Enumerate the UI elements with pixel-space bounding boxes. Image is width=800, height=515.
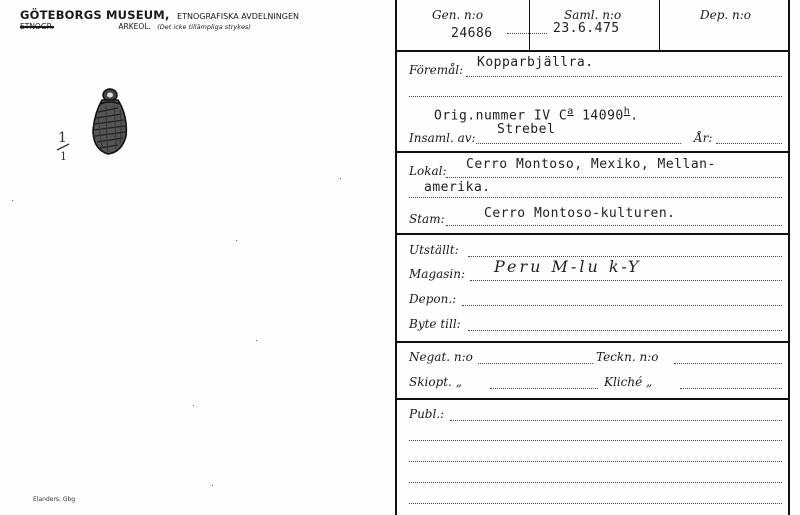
lokal-label: Lokal: — [409, 164, 447, 178]
depon-dotline — [462, 305, 782, 306]
foremal-dotline — [466, 76, 782, 77]
orig-number-value: 14090 — [582, 108, 624, 124]
byte-label: Byte till: — [409, 317, 461, 331]
strike-note: (Det icke tillämpliga strykes) — [157, 23, 251, 31]
gen-value: 24686 — [451, 26, 493, 41]
saml-label: Saml. n:o — [564, 8, 622, 22]
skiopt-dotline — [490, 388, 598, 389]
insaml-value: Strebel — [497, 122, 556, 137]
lokal-line-1: Cerro Montoso, Mexiko, Mellan- — [466, 157, 716, 172]
utstallt-label: Utställt: — [409, 243, 459, 257]
lokal-dotline-2 — [409, 197, 782, 198]
paper-speck — [212, 485, 213, 486]
paper-speck — [236, 240, 237, 241]
kliche-dotline — [680, 388, 782, 389]
paper-speck — [12, 200, 13, 201]
teckn-label: Teckn. n:o — [596, 350, 659, 364]
section-rule-3 — [395, 341, 789, 343]
magasin-value: Peru M-lu k-Y — [494, 257, 642, 276]
department-name: ETNOGRAFISKA AVDELNINGEN — [177, 12, 299, 21]
orig-number: Orig.nummer IV $C^a$ 14090$^h$. — [434, 106, 639, 124]
museum-header — [20, 8, 299, 22]
ar-dotline — [716, 143, 782, 144]
arkeol-label: ARKEOL. — [118, 22, 151, 31]
bell-sketch-drawing — [88, 86, 138, 158]
publ-label: Publ.: — [409, 407, 445, 421]
insaml-label: Insaml. av: — [409, 131, 476, 145]
saml-dotline — [507, 33, 547, 34]
paper-speck — [256, 340, 257, 341]
paper-speck — [193, 405, 194, 406]
stam-label: Stam: — [409, 212, 445, 226]
negat-dotline — [478, 363, 593, 364]
publ-dotline-5 — [409, 503, 782, 504]
insaml-dotline — [476, 143, 681, 144]
scale-numerator: 1 — [58, 130, 67, 146]
saml-value: 23.6.475 — [553, 21, 620, 36]
gen-label: Gen. n:o — [432, 8, 484, 22]
card-right-edge — [788, 0, 790, 515]
byte-dotline — [468, 330, 782, 331]
magasin-dotline — [470, 280, 782, 281]
publ-dotline-3 — [409, 461, 782, 462]
foremal-value: Kopparbjällra. — [477, 55, 594, 70]
lokal-line-2: amerika. — [424, 180, 491, 195]
printer-mark: Elanders, Gbg — [33, 496, 76, 503]
header-divider-1 — [529, 0, 530, 50]
etnogr-struck: ETNOGR. — [20, 22, 54, 31]
publ-dotline-1 — [450, 420, 782, 421]
department-subheader — [20, 22, 251, 31]
orig-sup-a: a — [567, 106, 574, 117]
stam-value: Cerro Montoso-kulturen. — [484, 206, 676, 221]
section-rule-1 — [395, 151, 789, 153]
museum-name: GÖTEBORGS MUSEUM, — [20, 8, 170, 22]
ar-label: År: — [694, 131, 713, 145]
publ-dotline-2 — [409, 440, 782, 441]
section-rule-4 — [395, 398, 789, 400]
negat-label: Negat. n:o — [409, 350, 473, 364]
dep-label: Dep. n:o — [700, 8, 752, 22]
header-rule — [395, 50, 789, 52]
teckn-dotline — [674, 363, 782, 364]
scale-denominator: 1 — [60, 150, 67, 163]
stam-dotline — [446, 225, 782, 226]
kliche-label: Kliché „ — [604, 375, 653, 389]
header-divider-2 — [659, 0, 660, 50]
depon-label: Depon.: — [409, 292, 457, 306]
skiopt-label: Skiopt. „ — [409, 375, 462, 389]
orig-sup-h: h — [623, 106, 631, 117]
publ-dotline-4 — [409, 482, 782, 483]
blank-dotline-1 — [409, 96, 782, 97]
orig-number-text: Orig.nummer IV C — [434, 108, 568, 124]
fold-line — [395, 0, 397, 515]
paper-speck — [340, 178, 341, 179]
foremal-label: Föremål: — [409, 63, 464, 77]
section-rule-2 — [395, 233, 789, 235]
magasin-label: Magasin: — [409, 267, 466, 281]
lokal-dotline — [446, 177, 782, 178]
